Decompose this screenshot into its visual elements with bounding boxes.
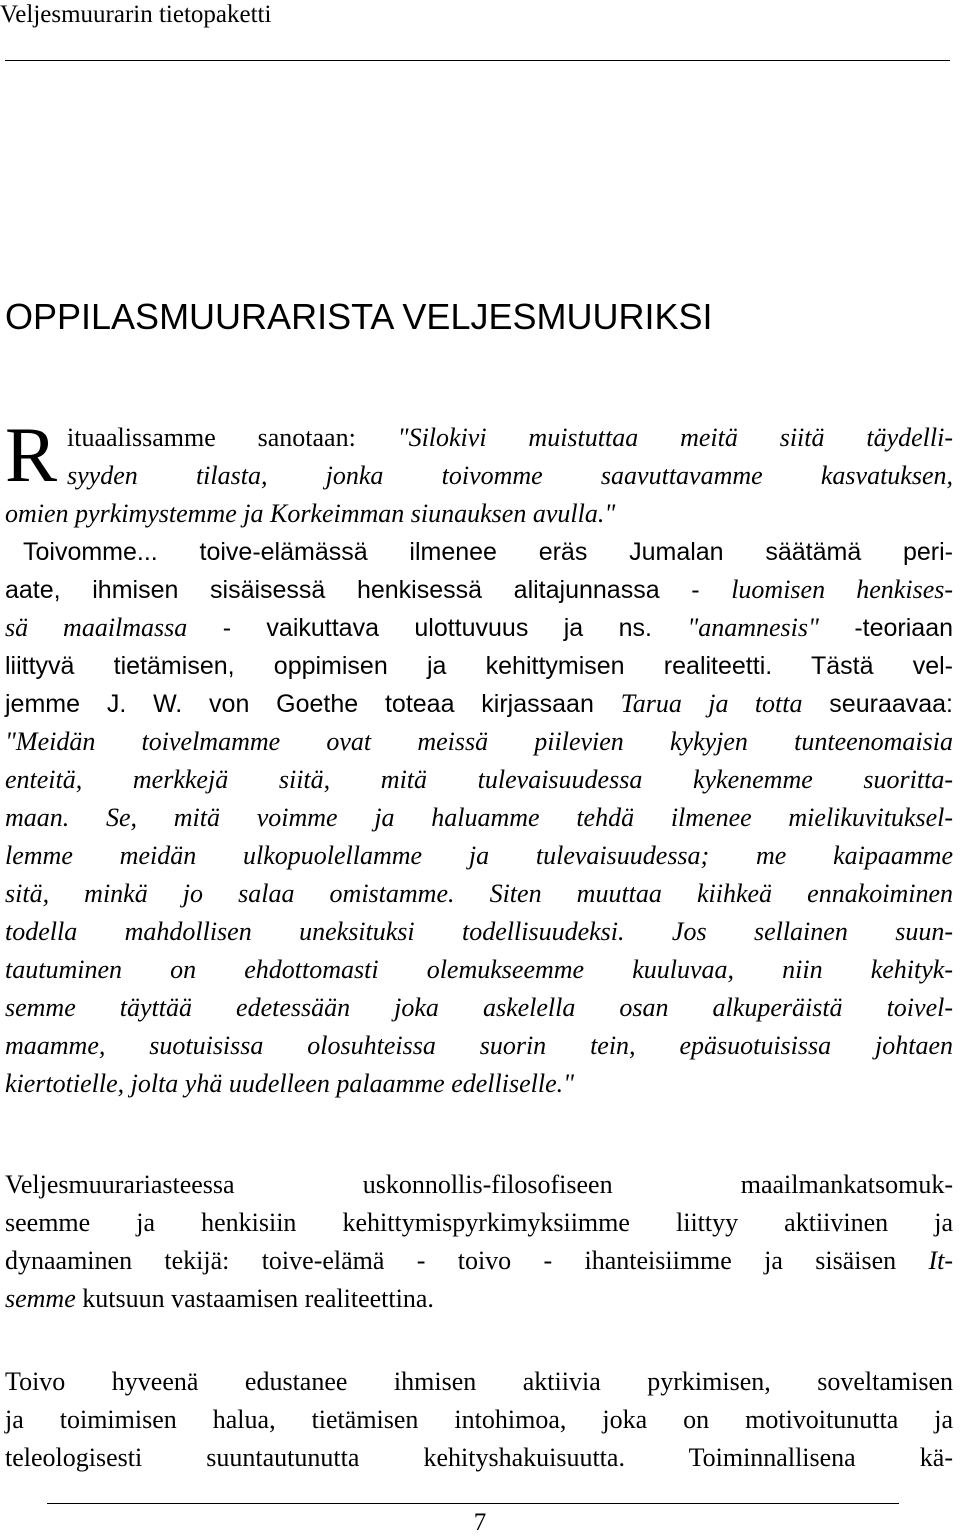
text: Toivo hyveenä edustanee ihmisen aktiivia pyrkimisen, soveltamisen xyxy=(5,1367,953,1396)
line xyxy=(5,457,953,495)
text: dynaaminen tekijä: toive-elämä - toivo - ihanteisiimme ja sisäisen xyxy=(5,1246,929,1275)
paragraph-2 xyxy=(5,1166,953,1318)
line xyxy=(5,571,953,609)
line xyxy=(5,837,953,875)
line xyxy=(5,799,953,837)
italic-text: sä maailmassa xyxy=(5,613,188,642)
line xyxy=(5,533,953,571)
page-number: 7 xyxy=(473,1509,487,1536)
paragraph-1 xyxy=(5,411,954,1103)
italic-text: maamme, suotuisissa olosuhteissa suorin tein, epäsuotuisissa johtaen xyxy=(5,1031,953,1060)
italic-text: "anamnesis" xyxy=(687,613,819,642)
italic-text: "Silokivi muistuttaa meitä siitä täydelli- xyxy=(397,423,953,452)
italic-text: It- xyxy=(928,1246,953,1275)
text: Veljesmuurariasteessa uskonnollis-filosofiseen maailmankatsomuk- xyxy=(5,1170,953,1199)
text: seemme ja henkisiin kehittymispyrkimyksiimme liittyy aktiivinen ja xyxy=(5,1208,953,1237)
line xyxy=(5,1242,953,1280)
line xyxy=(5,989,953,1027)
italic-text: "Meidän toivelmamme ovat meissä piilevien kykyjen tunteenomaisia xyxy=(5,727,953,756)
italic-text: kiertotielle, jolta yhä uudelleen palaamme edelliselle." xyxy=(5,1069,575,1098)
italic-text: semme täyttää edetessään joka askelella osan alkuperäistä toivel- xyxy=(5,993,953,1022)
line xyxy=(5,1065,953,1103)
text: Toivomme... toive-elämässä ilmenee eräs Jumalan säätämä peri- xyxy=(23,538,953,566)
italic-text: enteitä, merkkejä siitä, mitä tulevaisuudessa kykenemme suoritta- xyxy=(5,765,953,794)
line xyxy=(5,419,953,457)
line xyxy=(5,723,953,761)
text: jemme J. W. von Goethe toteaa kirjassaan xyxy=(5,690,621,718)
text: ja toimimisen halua, tietämisen intohimoa, joka on motivoitunutta ja xyxy=(5,1405,953,1434)
italic-text: maan. Se, mitä voimme ja haluamme tehdä ilmenee mielikuvituksel- xyxy=(5,803,953,832)
line xyxy=(5,685,953,723)
line xyxy=(5,1401,953,1439)
line xyxy=(5,1439,953,1477)
line xyxy=(5,1280,953,1318)
italic-text: sitä, minkä jo salaa omistamme. Siten muuttaa kiihkeä ennakoiminen xyxy=(5,879,953,908)
line xyxy=(5,913,953,951)
text: -teoriaan xyxy=(818,614,953,642)
text: - vaikuttava ulottuvuus ja ns. xyxy=(187,614,688,642)
text: ituaalissamme sanotaan: xyxy=(67,423,398,452)
text: teleologisesti suuntautunutta kehityshakuisuutta. Toiminnallisena kä- xyxy=(5,1443,953,1472)
text: aate, ihmisen sisäisessä henkisessä alitajunnassa - xyxy=(5,576,732,604)
italic-text: syyden tilasta, jonka toivomme saavuttavamme kasvatuksen, xyxy=(67,461,953,490)
text: kutsuun vastaamisen realiteettina. xyxy=(75,1284,434,1313)
header-rule xyxy=(5,60,950,61)
line xyxy=(5,1166,953,1204)
line xyxy=(5,495,953,533)
italic-text: Tarua ja totta xyxy=(620,689,803,718)
line xyxy=(5,1363,953,1401)
footer-rule xyxy=(47,1503,899,1504)
line xyxy=(5,875,953,913)
italic-text: lemme meidän ulkopuolellamme ja tulevaisuudessa; me kaipaamme xyxy=(5,841,953,870)
italic-text: tautuminen on ehdottomasti olemukseemme kuuluvaa, niin kehityk- xyxy=(5,955,953,984)
running-header: Veljesmuurarin tietopaketti xyxy=(0,1,272,28)
drop-cap: R xyxy=(5,411,58,498)
italic-text: omien pyrkimystemme ja Korkeimman siunauksen avulla." xyxy=(5,499,616,528)
italic-text: semme xyxy=(5,1284,76,1313)
line xyxy=(5,1027,953,1065)
italic-text: todella mahdollisen uneksituksi todellisuudeksi. Jos sellainen suun- xyxy=(5,917,953,946)
text: liittyvä tietämisen, oppimisen ja kehittymisen realiteetti. Tästä vel- xyxy=(5,652,953,680)
italic-text: luomisen henkises- xyxy=(731,575,954,604)
line xyxy=(5,761,953,799)
paragraph-3 xyxy=(5,1363,953,1477)
line xyxy=(5,609,953,647)
text: seuraavaa: xyxy=(802,690,954,718)
line xyxy=(5,647,953,685)
section-title: OPPILASMUURARISTA VELJESMUURIKSI xyxy=(5,296,713,337)
line xyxy=(5,951,953,989)
line xyxy=(5,1204,953,1242)
